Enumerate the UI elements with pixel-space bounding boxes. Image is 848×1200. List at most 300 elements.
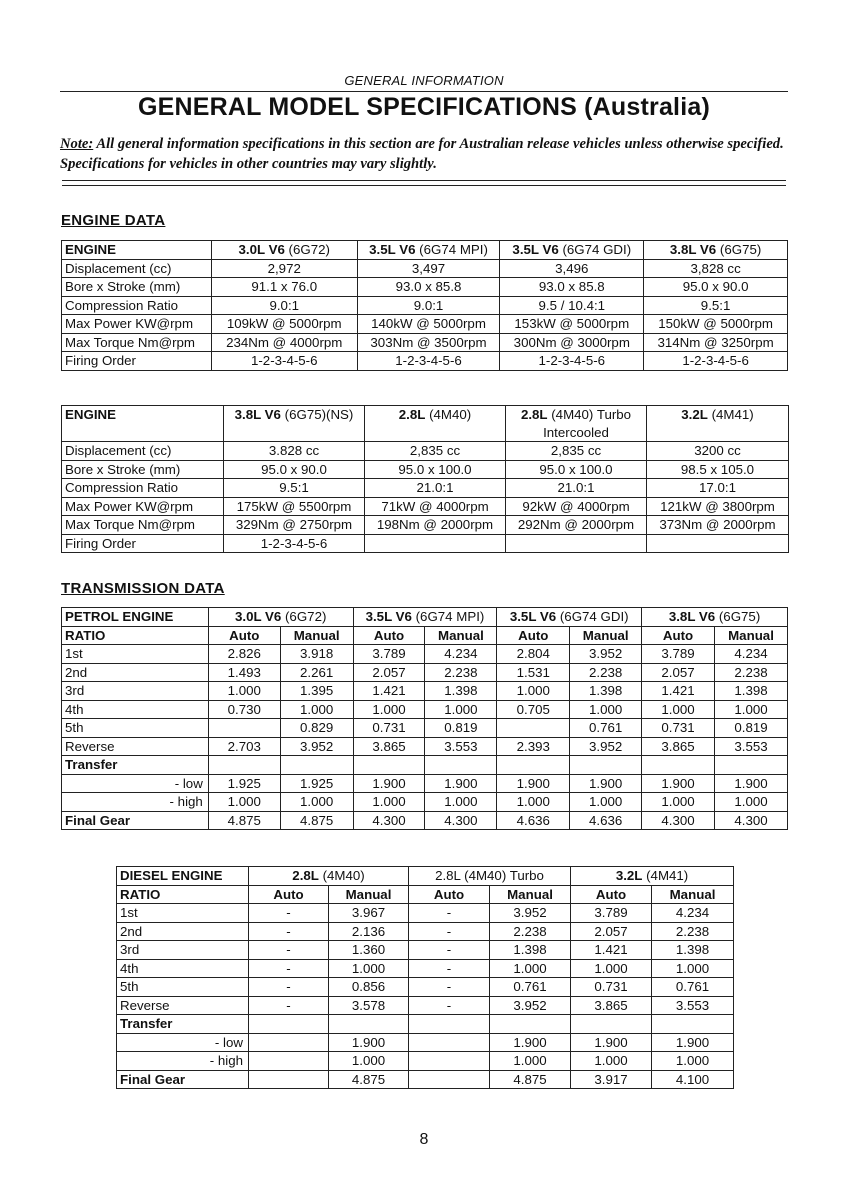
value-cell: 1.000	[652, 1052, 734, 1071]
row-label: Max Power KW@rpm	[62, 315, 212, 334]
manual-header: Manual	[425, 626, 497, 645]
row-label: 5th	[117, 978, 249, 997]
value-cell: 21.0:1	[506, 479, 647, 498]
value-cell: 3.789	[571, 904, 652, 923]
value-cell: 0.705	[497, 700, 570, 719]
transfer-label: Transfer	[117, 1015, 249, 1034]
value-cell: 3.952	[490, 996, 571, 1015]
petrol-transmission-table	[61, 607, 788, 830]
ratio-header-row	[62, 626, 788, 645]
value-cell: 2.057	[353, 663, 425, 682]
engine-column-header: 2.8L (4M40)	[365, 406, 506, 442]
auto-header: Auto	[353, 626, 425, 645]
value-cell: -	[249, 996, 329, 1015]
value-cell: 198Nm @ 2000rpm	[365, 516, 506, 535]
value-cell: 1.900	[642, 774, 715, 793]
value-cell: 0.819	[715, 719, 788, 738]
row-label: 3rd	[62, 682, 209, 701]
auto-header: Auto	[642, 626, 715, 645]
engine-column-header: 3.0L V6 (6G72)	[211, 241, 357, 260]
value-cell: 21.0:1	[365, 479, 506, 498]
value-cell: 1.000	[642, 793, 715, 812]
value-cell: 0.761	[652, 978, 734, 997]
table-row	[62, 460, 789, 479]
value-cell: 4.636	[497, 811, 570, 830]
empty-cell	[652, 1015, 734, 1034]
value-cell: 1-2-3-4-5-6	[211, 352, 357, 371]
row-label: Displacement (cc)	[62, 259, 212, 278]
value-cell: 1.398	[652, 941, 734, 960]
value-cell: 1.360	[329, 941, 409, 960]
value-cell	[249, 1033, 329, 1052]
value-cell: 1.000	[329, 959, 409, 978]
row-label: Firing Order	[62, 352, 212, 371]
value-cell: 4.234	[715, 645, 788, 664]
value-cell: 0.761	[570, 719, 642, 738]
value-cell: 4.300	[425, 811, 497, 830]
value-cell: 1.398	[715, 682, 788, 701]
value-cell	[647, 534, 789, 553]
value-cell: 2.238	[715, 663, 788, 682]
value-cell: 2,835 cc	[365, 442, 506, 461]
value-cell: 1-2-3-4-5-6	[500, 352, 644, 371]
value-cell: 140kW @ 5000rpm	[357, 315, 500, 334]
row-label: Max Torque Nm@rpm	[62, 516, 224, 535]
value-cell: 4.300	[715, 811, 788, 830]
transmission-data-heading: TRANSMISSION DATA	[61, 580, 225, 597]
value-cell: 3.553	[715, 737, 788, 756]
engine-table-1-header	[62, 241, 788, 260]
engine-column-header: 2.8L (4M40) Turbo Intercooled	[506, 406, 647, 442]
table-row	[117, 978, 734, 997]
value-cell: 1.000	[280, 700, 353, 719]
page-title: GENERAL MODEL SPECIFICATIONS (Australia)	[138, 93, 710, 121]
value-cell: 2.238	[652, 922, 734, 941]
row-label: Compression Ratio	[62, 296, 212, 315]
table-row	[62, 645, 788, 664]
table-row	[62, 663, 788, 682]
table-row	[117, 904, 734, 923]
value-cell: 2,972	[211, 259, 357, 278]
empty-cell	[642, 756, 715, 775]
engine-table-1	[61, 240, 788, 371]
ratio-header-row	[117, 885, 734, 904]
table-row	[62, 278, 788, 297]
value-cell: 234Nm @ 4000rpm	[211, 333, 357, 352]
value-cell: 1.925	[208, 774, 280, 793]
row-label: Max Torque Nm@rpm	[62, 333, 212, 352]
empty-cell	[570, 756, 642, 775]
value-cell: 0.731	[571, 978, 652, 997]
row-label: Bore x Stroke (mm)	[62, 460, 224, 479]
value-cell: 1.000	[353, 793, 425, 812]
value-cell: 1.000	[652, 959, 734, 978]
value-cell: 4.875	[208, 811, 280, 830]
value-cell: 1.000	[497, 682, 570, 701]
value-cell: 4.300	[353, 811, 425, 830]
value-cell: 1.900	[570, 774, 642, 793]
value-cell: 314Nm @ 3250rpm	[644, 333, 788, 352]
value-cell: 0.761	[490, 978, 571, 997]
transfer-row	[117, 1015, 734, 1034]
value-cell: 3.865	[642, 737, 715, 756]
value-cell: -	[249, 978, 329, 997]
value-cell: 1.398	[490, 941, 571, 960]
value-cell: 2,835 cc	[506, 442, 647, 461]
value-cell	[365, 534, 506, 553]
row-label: 4th	[117, 959, 249, 978]
auto-header: Auto	[571, 885, 652, 904]
value-cell: 1.900	[715, 774, 788, 793]
ratio-label: RATIO	[117, 885, 249, 904]
value-cell: 1.000	[715, 700, 788, 719]
value-cell: 93.0 x 85.8	[357, 278, 500, 297]
transfer-row	[62, 756, 788, 775]
table-row	[62, 296, 788, 315]
value-cell	[497, 719, 570, 738]
table-row	[62, 315, 788, 334]
value-cell: 1.900	[490, 1033, 571, 1052]
value-cell: 9.5:1	[224, 479, 365, 498]
value-cell: 1.398	[425, 682, 497, 701]
table-row	[117, 959, 734, 978]
row-label: 5th	[62, 719, 209, 738]
row-label: Displacement (cc)	[62, 442, 224, 461]
value-cell: 4.875	[329, 1070, 409, 1089]
engine-column-header: 3.2L (4M41)	[571, 867, 734, 886]
value-cell: 1.493	[208, 663, 280, 682]
transfer-low-row	[117, 1033, 734, 1052]
divider-top	[62, 180, 786, 181]
header-rule	[60, 91, 788, 92]
value-cell: 1.900	[652, 1033, 734, 1052]
value-cell: 9.0:1	[211, 296, 357, 315]
engine-column-header: 3.0L V6 (6G72)	[208, 608, 353, 627]
value-cell: 292Nm @ 2000rpm	[506, 516, 647, 535]
value-cell: 1.000	[571, 959, 652, 978]
header-cell: PETROL ENGINE	[62, 608, 209, 627]
value-cell: 300Nm @ 3000rpm	[500, 333, 644, 352]
value-cell: -	[249, 959, 329, 978]
row-label: Reverse	[117, 996, 249, 1015]
transfer-high-row	[117, 1052, 734, 1071]
value-cell: 1.000	[490, 959, 571, 978]
value-cell: 3.553	[425, 737, 497, 756]
row-label: 2nd	[62, 663, 209, 682]
value-cell: 1.000	[353, 700, 425, 719]
value-cell: -	[409, 941, 490, 960]
value-cell: 1.000	[425, 700, 497, 719]
table-row	[62, 737, 788, 756]
value-cell: 3.789	[642, 645, 715, 664]
value-cell: 2.136	[329, 922, 409, 941]
value-cell: -	[409, 922, 490, 941]
manual-header: Manual	[715, 626, 788, 645]
value-cell: 3,496	[500, 259, 644, 278]
value-cell: 1-2-3-4-5-6	[224, 534, 365, 553]
value-cell: 3.918	[280, 645, 353, 664]
empty-cell	[425, 756, 497, 775]
value-cell: 3.967	[329, 904, 409, 923]
engine-column-header: 3.8L V6 (6G75)(NS)	[224, 406, 365, 442]
header-cell: ENGINE	[62, 241, 212, 260]
value-cell: 1.925	[280, 774, 353, 793]
engine-column-header: 3.5L V6 (6G74 MPI)	[353, 608, 497, 627]
table-row	[62, 352, 788, 371]
value-cell: 329Nm @ 2750rpm	[224, 516, 365, 535]
value-cell: 3.952	[570, 645, 642, 664]
auto-header: Auto	[249, 885, 329, 904]
value-cell: 1-2-3-4-5-6	[644, 352, 788, 371]
value-cell: 109kW @ 5000rpm	[211, 315, 357, 334]
value-cell: 1.000	[642, 700, 715, 719]
value-cell: 3.952	[570, 737, 642, 756]
value-cell: 1.000	[280, 793, 353, 812]
row-label: Bore x Stroke (mm)	[62, 278, 212, 297]
value-cell: 3.917	[571, 1070, 652, 1089]
value-cell: 4.636	[570, 811, 642, 830]
value-cell: 92kW @ 4000rpm	[506, 497, 647, 516]
table-row	[62, 719, 788, 738]
auto-header: Auto	[208, 626, 280, 645]
table-row	[62, 516, 789, 535]
row-label: 1st	[62, 645, 209, 664]
value-cell: 1-2-3-4-5-6	[357, 352, 500, 371]
value-cell: 2.238	[490, 922, 571, 941]
engine-column-header: 3.8L V6 (6G75)	[642, 608, 788, 627]
value-cell	[409, 1070, 490, 1089]
row-label: Reverse	[62, 737, 209, 756]
value-cell: 0.731	[353, 719, 425, 738]
row-label: - low	[62, 774, 209, 793]
value-cell: 9.0:1	[357, 296, 500, 315]
value-cell: 1.531	[497, 663, 570, 682]
empty-cell	[249, 1015, 329, 1034]
table-row	[62, 259, 788, 278]
diesel-engine-header-row	[117, 867, 734, 886]
value-cell	[208, 719, 280, 738]
table-row	[62, 682, 788, 701]
value-cell: -	[249, 922, 329, 941]
petrol-engine-header-row	[62, 608, 788, 627]
value-cell: -	[409, 996, 490, 1015]
engine-column-header: 3.5L V6 (6G74 MPI)	[357, 241, 500, 260]
table-row	[62, 442, 789, 461]
manual-header: Manual	[490, 885, 571, 904]
value-cell: 3.789	[353, 645, 425, 664]
engine-data-heading: ENGINE DATA	[61, 212, 166, 229]
row-label: 3rd	[117, 941, 249, 960]
engine-table-2-header	[62, 406, 789, 442]
engine-column-header: 3.5L V6 (6G74 GDI)	[500, 241, 644, 260]
table-row	[62, 497, 789, 516]
value-cell: 3.578	[329, 996, 409, 1015]
value-cell: 3,828 cc	[644, 259, 788, 278]
value-cell: 3.865	[353, 737, 425, 756]
table-row	[117, 941, 734, 960]
value-cell: 2.261	[280, 663, 353, 682]
auto-header: Auto	[409, 885, 490, 904]
value-cell: 1.000	[571, 1052, 652, 1071]
row-label: Max Power KW@rpm	[62, 497, 224, 516]
note-text: All general information specifications in this section are for Australian release vehicles unless otherwise specified. Specifications for vehicles in other countries may vary slightly.	[60, 136, 784, 172]
manual-header: Manual	[570, 626, 642, 645]
value-cell: -	[409, 904, 490, 923]
empty-cell	[497, 756, 570, 775]
value-cell: 0.856	[329, 978, 409, 997]
value-cell: 0.730	[208, 700, 280, 719]
value-cell: 0.819	[425, 719, 497, 738]
row-label: 1st	[117, 904, 249, 923]
value-cell: 95.0 x 90.0	[224, 460, 365, 479]
value-cell	[249, 1070, 329, 1089]
value-cell: 1.395	[280, 682, 353, 701]
transfer-label: Transfer	[62, 756, 209, 775]
value-cell: 1.398	[570, 682, 642, 701]
value-cell: 95.0 x 100.0	[506, 460, 647, 479]
engine-column-header: 3.5L V6 (6G74 GDI)	[497, 608, 642, 627]
value-cell: 95.0 x 90.0	[644, 278, 788, 297]
value-cell	[409, 1052, 490, 1071]
value-cell: 4.234	[425, 645, 497, 664]
value-cell: 1.000	[425, 793, 497, 812]
manual-header: Manual	[329, 885, 409, 904]
value-cell: 4.100	[652, 1070, 734, 1089]
divider-bottom	[62, 185, 786, 186]
value-cell: 93.0 x 85.8	[500, 278, 644, 297]
value-cell: 373Nm @ 2000rpm	[647, 516, 789, 535]
table-row	[117, 922, 734, 941]
value-cell: 3,497	[357, 259, 500, 278]
value-cell: 1.421	[353, 682, 425, 701]
final-gear-row	[62, 811, 788, 830]
engine-table-2	[61, 405, 789, 553]
value-cell: 2.804	[497, 645, 570, 664]
value-cell: 1.000	[570, 700, 642, 719]
value-cell: 153kW @ 5000rpm	[500, 315, 644, 334]
value-cell	[409, 1033, 490, 1052]
value-cell: 1.900	[329, 1033, 409, 1052]
row-label: 4th	[62, 700, 209, 719]
value-cell: 150kW @ 5000rpm	[644, 315, 788, 334]
value-cell: 3.952	[490, 904, 571, 923]
note-paragraph	[60, 134, 788, 174]
value-cell: 2.393	[497, 737, 570, 756]
empty-cell	[208, 756, 280, 775]
value-cell: 1.000	[208, 793, 280, 812]
value-cell: 9.5:1	[644, 296, 788, 315]
empty-cell	[409, 1015, 490, 1034]
value-cell: -	[249, 941, 329, 960]
engine-column-header: 2.8L (4M40)	[249, 867, 409, 886]
transfer-low-row	[62, 774, 788, 793]
value-cell: -	[409, 978, 490, 997]
empty-cell	[329, 1015, 409, 1034]
row-label: - high	[117, 1052, 249, 1071]
auto-header: Auto	[497, 626, 570, 645]
value-cell: 2.057	[642, 663, 715, 682]
value-cell: 3200 cc	[647, 442, 789, 461]
value-cell	[506, 534, 647, 553]
header-cell: DIESEL ENGINE	[117, 867, 249, 886]
value-cell: 17.0:1	[647, 479, 789, 498]
value-cell: 3.952	[280, 737, 353, 756]
value-cell: 4.875	[280, 811, 353, 830]
running-head: GENERAL INFORMATION	[344, 73, 504, 88]
final-gear-label: Final Gear	[117, 1070, 249, 1089]
value-cell: 2.703	[208, 737, 280, 756]
value-cell: 1.900	[353, 774, 425, 793]
value-cell: 1.900	[497, 774, 570, 793]
value-cell: 4.300	[642, 811, 715, 830]
value-cell: 3.553	[652, 996, 734, 1015]
final-gear-label: Final Gear	[62, 811, 209, 830]
value-cell: 2.826	[208, 645, 280, 664]
empty-cell	[353, 756, 425, 775]
empty-cell	[571, 1015, 652, 1034]
value-cell: 2.057	[571, 922, 652, 941]
value-cell: 1.000	[329, 1052, 409, 1071]
row-label: Compression Ratio	[62, 479, 224, 498]
table-row	[62, 479, 789, 498]
value-cell: 2.238	[570, 663, 642, 682]
ratio-label: RATIO	[62, 626, 209, 645]
header-cell: ENGINE	[62, 406, 224, 442]
engine-column-header: 2.8L (4M40) Turbo	[409, 867, 571, 886]
transfer-high-row	[62, 793, 788, 812]
value-cell: -	[409, 959, 490, 978]
value-cell: 1.000	[490, 1052, 571, 1071]
table-row	[117, 996, 734, 1015]
value-cell: 0.731	[642, 719, 715, 738]
value-cell: 3.865	[571, 996, 652, 1015]
value-cell: 95.0 x 100.0	[365, 460, 506, 479]
value-cell: 1.421	[642, 682, 715, 701]
row-label: 2nd	[117, 922, 249, 941]
value-cell	[249, 1052, 329, 1071]
value-cell: 1.900	[425, 774, 497, 793]
row-label: - low	[117, 1033, 249, 1052]
value-cell: 3.828 cc	[224, 442, 365, 461]
table-row	[62, 534, 789, 553]
value-cell: 1.000	[208, 682, 280, 701]
manual-header: Manual	[652, 885, 734, 904]
row-label: Firing Order	[62, 534, 224, 553]
manual-header: Manual	[280, 626, 353, 645]
value-cell: -	[249, 904, 329, 923]
value-cell: 1.900	[571, 1033, 652, 1052]
empty-cell	[490, 1015, 571, 1034]
final-gear-row	[117, 1070, 734, 1089]
table-row	[62, 700, 788, 719]
value-cell: 71kW @ 4000rpm	[365, 497, 506, 516]
value-cell: 91.1 x 76.0	[211, 278, 357, 297]
empty-cell	[715, 756, 788, 775]
value-cell: 2.238	[425, 663, 497, 682]
value-cell: 1.000	[570, 793, 642, 812]
value-cell: 121kW @ 3800rpm	[647, 497, 789, 516]
row-label: - high	[62, 793, 209, 812]
value-cell: 9.5 / 10.4:1	[500, 296, 644, 315]
value-cell: 1.000	[497, 793, 570, 812]
value-cell: 303Nm @ 3500rpm	[357, 333, 500, 352]
page-number: 8	[419, 1131, 429, 1148]
value-cell: 175kW @ 5500rpm	[224, 497, 365, 516]
diesel-transmission-table	[116, 866, 734, 1089]
engine-column-header: 3.8L V6 (6G75)	[644, 241, 788, 260]
table-row	[62, 333, 788, 352]
value-cell: 4.234	[652, 904, 734, 923]
